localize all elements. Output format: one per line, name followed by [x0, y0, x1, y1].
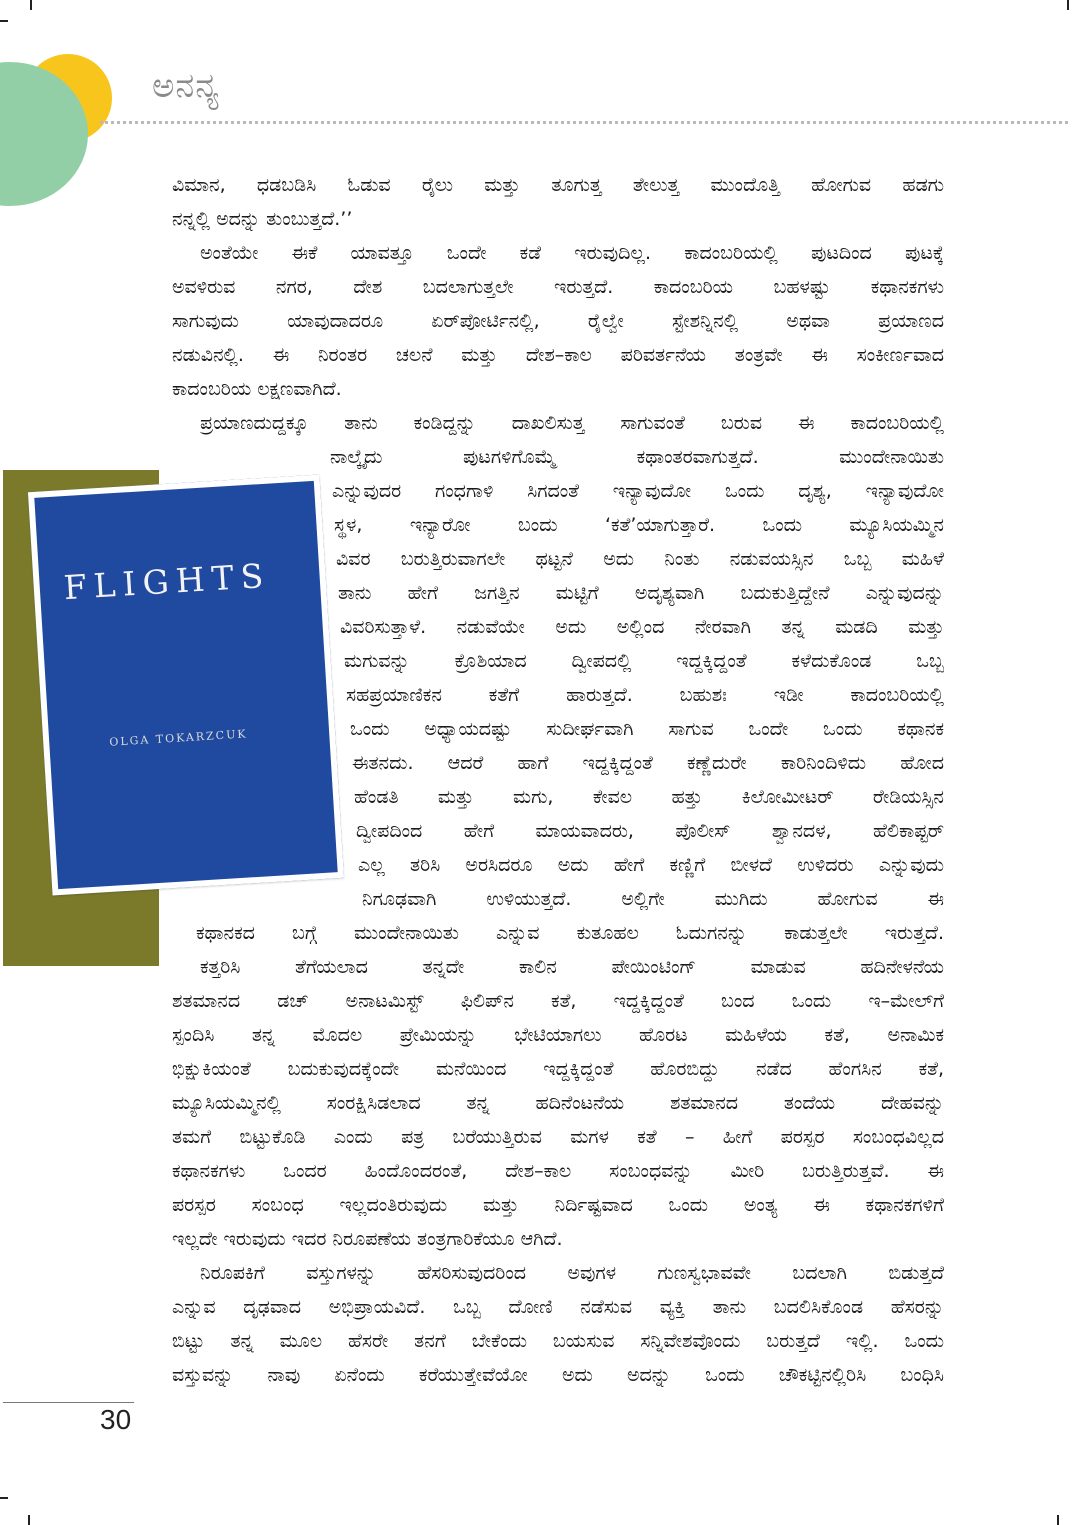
crop-mark [1057, 1515, 1059, 1525]
text-line: ತಮಗೆ ಬಿಟ್ಟುಕೊಡಿ ಎಂದು ಪತ್ರ ಬರೆಯುತ್ತಿರುವ ಮಗಳ ಕತೆ – ಹೀಗೆ ಪರಸ್ಪರ ಸಂಬಂಧವಿಲ್ಲದ [172, 1126, 944, 1148]
text-line: ಪರಸ್ಪರ ಸಂಬಂಧ ಇಲ್ಲದಂತಿರುವುದು ಮತ್ತು ನಿರ್ದಿಷ್ಟವಾದ ಒಂದು ಅಂತ್ಯ ಈ ಕಥಾನಕಗಳಿಗೆ [172, 1194, 944, 1216]
text-line: ಕಾದಂಬರಿಯ ಲಕ್ಷಣವಾಗಿದೆ. [172, 378, 342, 400]
text-line: ವಿವರಿಸುತ್ತಾಳೆ. ನಡುವೆಯೇ ಅದು ಅಲ್ಲಿಂದ ನೇರವಾಗಿ ತನ್ನ ಮಡದಿ ಮತ್ತು [340, 616, 944, 638]
text-line: ನನ್ನಲ್ಲಿ ಅದನ್ನು ತುಂಬುತ್ತದೆ.’’ [172, 208, 353, 230]
page-number: 30 [100, 1404, 132, 1435]
text-line: ತಾನು ಹೇಗೆ ಜಗತ್ತಿನ ಮಟ್ಟಿಗೆ ಅದೃಶ್ಯವಾಗಿ ಬದುಕುತ್ತಿದ್ದೇನೆ ಎನ್ನುವುದನ್ನು [338, 582, 944, 604]
text-line: ಸ್ಪಂದಿಸಿ ತನ್ನ ಮೊದಲ ಪ್ರೇಮಿಯನ್ನು ಭೇಟಿಯಾಗಲು ಹೊರಟ ಮಹಿಳೆಯ ಕತೆ, ಅನಾಮಿಕ [172, 1024, 944, 1046]
text-line: ಸಹಪ್ರಯಾಣಿಕನ ಕತೆಗೆ ಹಾರುತ್ತದೆ. ಬಹುಶಃ ಇಡೀ ಕಾದಂಬರಿಯಲ್ಲಿ [346, 684, 944, 706]
text-line: ದ್ವೀಪದಿಂದ ಹೇಗೆ ಮಾಯವಾದರು, ಪೊಲೀಸ್ ಶ್ವಾನದಳ, ಹೆಲಿಕಾಪ್ಟರ್ [356, 820, 944, 842]
book-cover-author: OLGA TOKARZCUK [108, 727, 248, 749]
text-line: ವಿಮಾನ, ಧಡಬಡಿಸಿ ಓಡುವ ರೈಲು ಮತ್ತು ತೂಗುತ್ತ ತೇಲುತ್ತ ಮುಂದೊತ್ತಿ ಹೋಗುವ ಹಡಗು [172, 174, 944, 196]
text-line: ಸ್ಥಳ, ಇನ್ಯಾರೋ ಬಂದು ‘ಕತೆ’ಯಾಗುತ್ತಾರೆ. ಒಂದು ಮ್ಯೂಸಿಯಮ್ಮಿನ [334, 514, 944, 536]
text-line: ಒಂದು ಅಧ್ಯಾಯದಷ್ಟು ಸುದೀರ್ಘವಾಗಿ ಸಾಗುವ ಒಂದೇ ಒಂದು ಕಥಾನಕ [350, 718, 944, 740]
text-line: ಬಿಟ್ಟು ತನ್ನ ಮೂಲ ಹೆಸರೇ ತನಗೆ ಬೇಕೆಂದು ಬಯಸುವ ಸನ್ನಿವೇಶವೊಂದು ಬರುತ್ತದೆ ಇಲ್ಲಿ. ಒಂದು [172, 1330, 944, 1352]
text-line: ಅವಳಿರುವ ನಗರ, ದೇಶ ಬದಲಾಗುತ್ತಲೇ ಇರುತ್ತದೆ. ಕಾದಂಬರಿಯ ಬಹಳಷ್ಟು ಕಥಾನಕಗಳು [172, 276, 944, 298]
text-line: ನಿಗೂಢವಾಗಿ ಉಳಿಯುತ್ತದೆ. ಅಲ್ಲಿಗೇ ಮುಗಿದು ಹೋಗುವ ಈ [362, 888, 944, 910]
text-line: ನಿರೂಪಕಿಗೆ ವಸ್ತುಗಳನ್ನು ಹೆಸರಿಸುವುದರಿಂದ ಅವುಗಳ ಗುಣಸ್ವಭಾವವೇ ಬದಲಾಗಿ ಬಿಡುತ್ತದೆ [200, 1262, 944, 1284]
text-line: ಶತಮಾನದ ಡಚ್ ಅನಾಟಮಿಸ್ಟ್ ಫಿಲಿಪ್‌ನ ಕತೆ, ಇದ್ದಕ್ಕಿದ್ದಂತೆ ಬಂದ ಒಂದು ಇ–ಮೇಲ್‌ಗೆ [172, 990, 944, 1012]
text-line: ಇಲ್ಲದೇ ಇರುವುದು ಇದರ ನಿರೂಪಣೆಯ ತಂತ್ರಗಾರಿಕೆಯೂ ಆಗಿದೆ. [172, 1228, 563, 1250]
text-line: ಈತನದು. ಆದರೆ ಹಾಗೆ ಇದ್ದಕ್ಕಿದ್ದಂತೆ ಕಣ್ಣೆದುರೇ ಕಾರಿನಿಂದಿಳಿದು ಹೋದ [352, 752, 944, 774]
text-line: ಹೆಂಡತಿ ಮತ್ತು ಮಗು, ಕೇವಲ ಹತ್ತು ಕಿಲೋಮೀಟರ್ ರೇಡಿಯಸ್ಸಿನ [354, 786, 944, 808]
crop-mark [0, 1497, 8, 1499]
crop-mark [28, 1515, 30, 1525]
crop-mark [1067, 0, 1069, 10]
text-line: ಪ್ರಯಾಣದುದ್ದಕ್ಕೂ ತಾನು ಕಂಡಿದ್ದನ್ನು ದಾಖಲಿಸುತ್ತ ಸಾಗುವಂತೆ ಬರುವ ಈ ಕಾದಂಬರಿಯಲ್ಲಿ [200, 412, 944, 434]
text-line: ಸಾಗುವುದು ಯಾವುದಾದರೂ ಏರ್‌ಪೋರ್ಟಿನಲ್ಲಿ, ರೈಲ್ವೇ ಸ್ಟೇಶನ್ನಿನಲ್ಲಿ ಅಥವಾ ಪ್ರಯಾಣದ [172, 310, 944, 332]
text-line: ವಸ್ತುವನ್ನು ನಾವು ಏನೆಂದು ಕರೆಯುತ್ತೇವೆಯೋ ಅದು ಅದನ್ನು ಒಂದು ಚೌಕಟ್ಟಿನಲ್ಲಿರಿಸಿ ಬಂಧಿಸಿ [172, 1364, 944, 1386]
text-line: ಎಲ್ಲ ತರಿಸಿ ಅರಸಿದರೂ ಅದು ಹೇಗೆ ಕಣ್ಣಿಗೆ ಬೀಳದೆ ಉಳಿದರು ಎನ್ನುವುದು [358, 854, 944, 876]
text-line: ಕತ್ತರಿಸಿ ತೆಗೆಯಲಾದ ತನ್ನದೇ ಕಾಲಿನ ಪೇಯಿಂಟಿಂಗ್ ಮಾಡುವ ಹದಿನೇಳನೆಯ [200, 956, 944, 978]
crop-mark [30, 0, 32, 10]
crop-mark [0, 20, 8, 22]
text-line: ಎನ್ನುವ ದೃಢವಾದ ಅಭಿಪ್ರಾಯವಿದೆ. ಒಬ್ಬ ದೋಣಿ ನಡೆಸುವ ವ್ಯಕ್ತಿ ತಾನು ಬದಲಿಸಿಕೊಂಡ ಹೆಸರನ್ನು [172, 1296, 944, 1318]
header-dotted-rule [100, 121, 1068, 124]
text-line: ನಾಲ್ಕೈದು ಪುಟಗಳಿಗೊಮ್ಮೆ ಕಥಾಂತರವಾಗುತ್ತದೆ. ಮುಂದೇನಾಯಿತು [330, 446, 944, 468]
text-line: ಮ್ಯೂಸಿಯಮ್ಮಿನಲ್ಲಿ ಸಂರಕ್ಷಿಸಿಡಲಾದ ತನ್ನ ಹದಿನೆಂಟನೆಯ ಶತಮಾನದ ತಂದೆಯ ದೇಹವನ್ನು [172, 1092, 944, 1114]
text-line: ಭಿಕ್ಷುಕಿಯಂತೆ ಬದುಕುವುದಕ್ಕೆಂದೇ ಮನೆಯಿಂದ ಇದ್ದಕ್ಕಿದ್ದಂತೆ ಹೊರಬಿದ್ದು ನಡೆದ ಹೆಂಗಸಿನ ಕತೆ, [172, 1058, 944, 1080]
text-line: ಮಗುವನ್ನು ಕ್ರೊಶಿಯಾದ ದ್ವೀಪದಲ್ಲಿ ಇದ್ದಕ್ಕಿದ್ದಂತೆ ಕಳೆದುಕೊಂಡ ಒಬ್ಬ [344, 650, 944, 672]
book-cover-image [28, 474, 344, 895]
text-line: ನಡುವಿನಲ್ಲಿ. ಈ ನಿರಂತರ ಚಲನೆ ಮತ್ತು ದೇಶ–ಕಾಲ ಪರಿವರ್ತನೆಯ ತಂತ್ರವೇ ಈ ಸಂಕೀರ್ಣವಾದ [172, 344, 944, 366]
page-number-rule [3, 1402, 134, 1403]
text-line: ಕಥಾನಕಗಳು ಒಂದರ ಹಿಂದೊಂದರಂತೆ, ದೇಶ–ಕಾಲ ಸಂಬಂಧವನ್ನು ಮೀರಿ ಬರುತ್ತಿರುತ್ತವೆ. ಈ [172, 1160, 944, 1182]
text-line: ವಿವರ ಬರುತ್ತಿರುವಾಗಲೇ ಥಟ್ಟನೆ ಅದು ನಿಂತು ನಡುವಯಸ್ಸಿನ ಒಬ್ಬ ಮಹಿಳೆ [336, 548, 944, 570]
text-line: ಕಥಾನಕದ ಬಗ್ಗೆ ಮುಂದೇನಾಯಿತು ಎನ್ನುವ ಕುತೂಹಲ ಓದುಗನನ್ನು ಕಾಡುತ್ತಲೇ ಇರುತ್ತದೆ. [196, 922, 944, 944]
text-line: ಎನ್ನುವುದರ ಗಂಧಗಾಳಿ ಸಿಗದಂತೆ ಇನ್ಯಾವುದೋ ಒಂದು ದೃಶ್ಯ, ಇನ್ಯಾವುದೋ [332, 480, 944, 502]
running-header-title: ಅನನ್ಯ [152, 66, 220, 106]
text-line: ಅಂತೆಯೇ ಈಕೆ ಯಾವತ್ತೂ ಒಂದೇ ಕಡೆ ಇರುವುದಿಲ್ಲ. ಕಾದಂಬರಿಯಲ್ಲಿ ಪುಟದಿಂದ ಪುಟಕ್ಕೆ [200, 242, 944, 264]
book-cover-title: FLIGHTS [62, 555, 272, 608]
